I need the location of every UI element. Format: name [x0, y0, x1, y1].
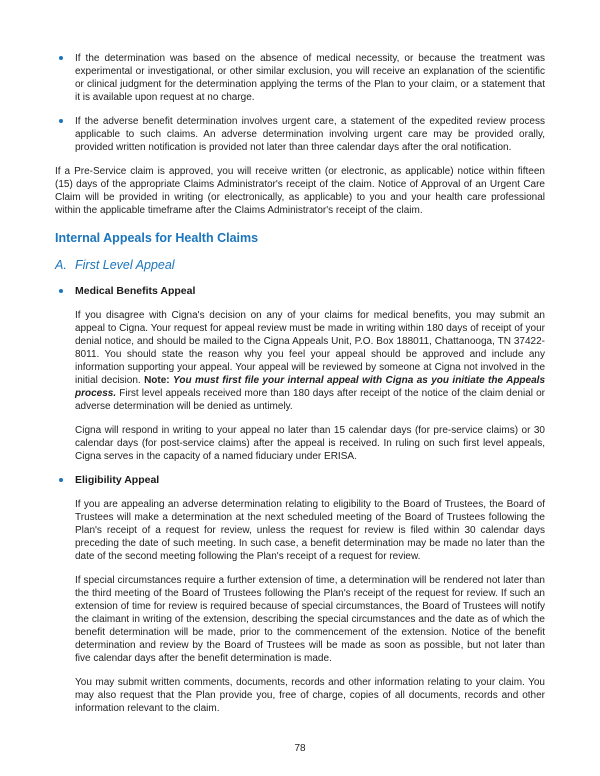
eligibility-appeal-paragraph-3: You may submit written comments, documents, records and other information relating to your claim. You may also request that the Plan provide you, free of charge, copies of all documents, records and other information relevant to the claim. [75, 677, 545, 714]
medical-appeal-body [75, 309, 545, 463]
note-label: Note: [144, 375, 174, 386]
eligibility-appeal-paragraph-2: If special circumstances require a further extension of time, a determination will be rendered not later than the third meeting of the Board of Trustees following the Plan's receipt of the request for review. If such an extension of time for review is required because of special circumstances, the Board of Trustees will notify the claimant in writing of the extension, describing the special circumstances and the date as of which the benefit determination will be made, prior to the commencement of the extension. Notice of the benefit determination and review by the Board of Trustees will be made as soon as possible, but not later than five calendar days after the benefit determination is made. [75, 575, 545, 664]
paragraph-text: First level appeals received more than 180 days after receipt of the notice of the claim denial or adverse determination will be denied as untimely. [75, 388, 545, 412]
subsection-label: A. [55, 258, 67, 272]
list-item [55, 115, 545, 154]
medical-appeal-paragraph-1 [75, 309, 545, 413]
bullet-icon [55, 115, 75, 154]
list-item [55, 285, 545, 298]
bullet-text: If the adverse benefit determination involves urgent care, a statement of the expedited review process applicable to such claims. An adverse determination involving urgent care may be provided orally, provided written notification is provided not later than three calendar days after the oral notification. [75, 116, 545, 153]
pre-service-paragraph: If a Pre-Service claim is approved, you will receive written (or electronic, as applicable) notice within fifteen (15) days of the appropriate Claims Administrator's receipt of the claim. Notice of Approval of an Urgent Care Claim will be provided in writing (or electronically, as applicable) to you and your health care professional within the applicable timeframe after the Claims Administrator's receipt of the claim. [55, 166, 545, 216]
eligibility-appeal-paragraph-1: If you are appealing an adverse determination relating to eligibility to the Board of Trustees, the Board of Trustees will make a determination at the next scheduled meeting of the Board of Trustees following the Plan's receipt of a request for review, unless the request for review is filed within 30 calendar days preceding the date of such meeting. In such case, a benefit determination may be made no later than the date of the second meeting following the Plan's receipt of a request for review. [75, 499, 545, 562]
medical-appeal-title: Medical Benefits Appeal [75, 285, 196, 297]
list-item [55, 474, 545, 487]
bullet-icon [55, 474, 75, 487]
list-item [55, 52, 545, 104]
bullet-icon [55, 52, 75, 104]
bullet-icon [55, 285, 75, 298]
eligibility-appeal-title: Eligibility Appeal [75, 474, 160, 486]
paragraph-text: If you disagree with Cigna's decision on any of your claims for medical benefits, you may submit an appeal to Cigna. Your request for appeal review must be made in writing within 180 days of receipt of your denial notice, and should be mailed to the Cigna Appeals Unit, P.O. Box 188011, Chattanooga, TN 37422-8011. You should state the reason why you feel your appeal should be approved and include any information supporting your appeal. Your appeal will be reviewed by someone at Cigna not involved in the initial decision. [75, 310, 545, 386]
bullet-text: If the determination was based on the absence of medical necessity, or because the treatment was experimental or investigational, or other similar exclusion, you will receive an explanation of the scientific or clinical judgment for the determination applying the terms of the Plan to your claim, or a statement that it is available upon request at no charge. [75, 53, 545, 103]
note-emphasis-text: You must first file your internal appeal with Cigna as you initiate the Appeals process. [75, 375, 545, 399]
page-number: 78 [294, 743, 306, 754]
section-heading: Internal Appeals for Health Claims [55, 231, 259, 245]
subsection-title: First Level Appeal [75, 258, 175, 272]
subsection-heading [55, 258, 545, 273]
eligibility-appeal-body [75, 498, 545, 715]
medical-appeal-paragraph-2: Cigna will respond in writing to your appeal no later than 15 calendar days (for pre-service claims) or 30 calendar days (for post-service claims) after the appeal is received. In ruling on such first level appeals, Cigna serves in the capacity of a named fiduciary under ERISA. [75, 425, 545, 462]
